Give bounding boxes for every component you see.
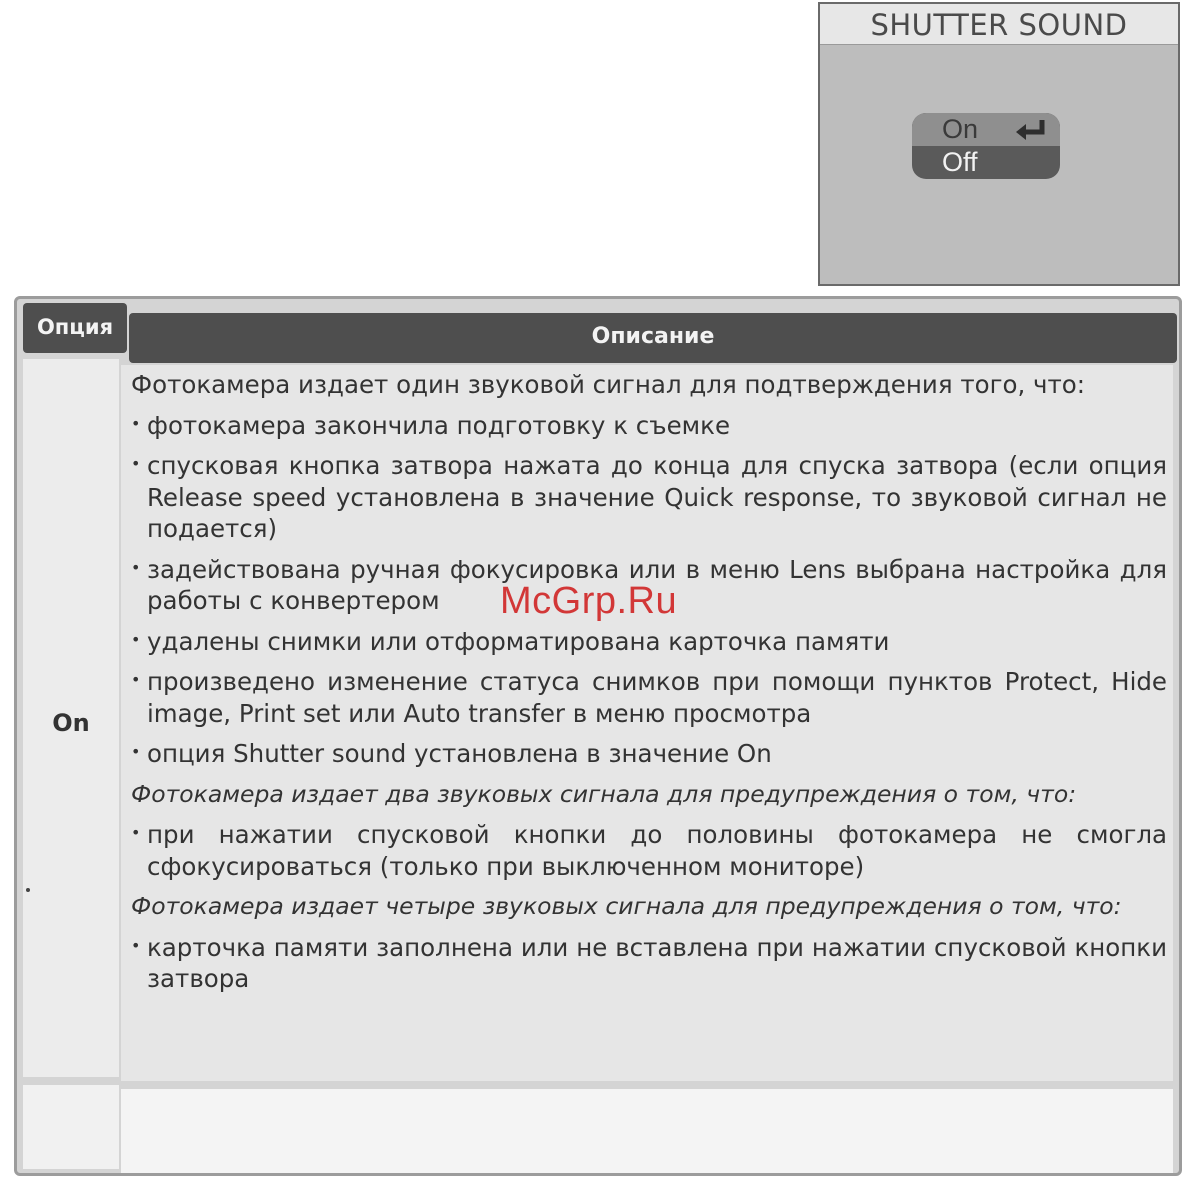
group-intro: Фотокамера издает два звуковых сигнала для предупреждения о том, что: (131, 779, 1077, 808)
header-option: Опция (23, 303, 127, 353)
list-item: • опция Shutter sound установлена в значение On (131, 738, 1167, 770)
option-on[interactable] (912, 113, 1060, 146)
list-item: • произведено изменение статуса снимков при помощи пунктов Protect, Hide image, Print set или Auto transfer в меню просмотра (131, 666, 1167, 729)
empty-description-cell (121, 1089, 1173, 1173)
option-on-label: On (942, 114, 979, 144)
header-description: Описание (129, 313, 1177, 363)
watermark: McGrp.Ru (500, 580, 678, 622)
menu-title: SHUTTER SOUND (820, 4, 1178, 45)
option-value: On (52, 709, 90, 737)
option-off[interactable] (912, 146, 1060, 179)
group-intro: Фотокамера издает один звуковой сигнал для подтверждения того, что: (131, 370, 1086, 399)
list-item: • при нажатии спусковой кнопки до половины фотокамера не смогла сфокусироваться (только при выключенном мониторе) (131, 819, 1167, 882)
option-off-label: Off (942, 147, 978, 177)
option-cell (23, 359, 119, 1077)
menu-body (820, 45, 1178, 284)
list-item: • спусковая кнопка затвора нажата до конца для спуска затвора (если опция Release speed установлена в значение Quick response, то звуковой сигнал не подается) (131, 450, 1167, 545)
description-cell (121, 365, 1173, 1081)
bullet-list (131, 819, 1167, 882)
stray-mark (26, 888, 30, 892)
shutter-sound-menu (818, 2, 1180, 286)
list-item: • удалены снимки или отформатирована карточка памяти (131, 626, 1167, 658)
list-item: • карточка памяти заполнена или не вставлена при нажатии спусковой кнопки затвора (131, 932, 1167, 995)
options-table (14, 296, 1182, 1176)
list-item: • фотокамера закончила подготовку к съемке (131, 410, 1167, 442)
group-intro: Фотокамера издает четыре звуковых сигнала для предупреждения о том, что: (131, 892, 1122, 920)
list-item: • задействована ручная фокусировка или в меню Lens выбрана настройка для работы с конвертером (131, 554, 1167, 617)
option-list (912, 113, 1060, 179)
enter-arrow-icon (1014, 118, 1048, 140)
bullet-list (131, 932, 1167, 995)
empty-option-cell (23, 1085, 119, 1169)
